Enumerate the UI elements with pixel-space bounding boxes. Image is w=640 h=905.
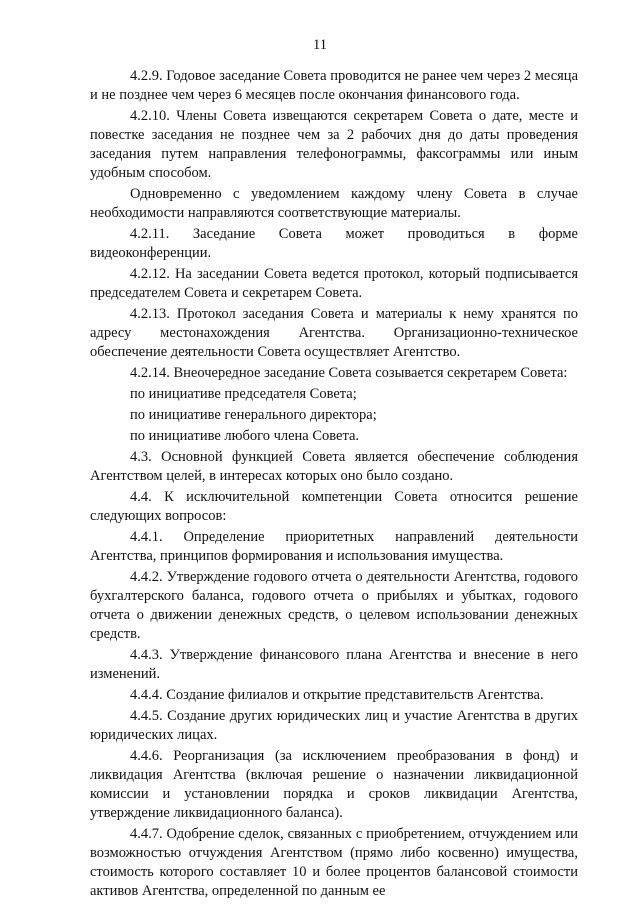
- paragraph-4-4-4: 4.4.4. Создание филиалов и открытие представительств Агентства.: [130, 687, 544, 703]
- list-item-member-initiative: по инициативе любого члена Совета.: [130, 428, 360, 444]
- list-item-chairman-initiative: по инициативе председателя Совета;: [130, 386, 357, 402]
- page-number: 11: [313, 37, 327, 53]
- paragraph-4-4-3: 4.4.3. Утверждение финансового плана Агентства и внесение в него изменений.: [90, 647, 578, 682]
- list-item-director-initiative: по инициативе генерального директора;: [130, 407, 377, 423]
- paragraph-4-2-9: 4.2.9. Годовое заседание Совета проводится не ранее чем через 2 месяца и не позднее чем через 6 месяцев после окончания финансового года.: [90, 68, 578, 103]
- paragraph-4-4-7: 4.4.7. Одобрение сделок, связанных с приобретением, отчуждением или возможностью отчуждения Агентством (прямо либо косвенно) имущества, стоимость которого составляет 10 и более процентов балансовой стоимости активов Агентства, определенной по данным ее: [90, 826, 578, 899]
- paragraph-4-2-14: 4.2.14. Внеочередное заседание Совета созывается секретарем Совета:: [130, 365, 568, 381]
- paragraph-4-2-10: 4.2.10. Члены Совета извещаются секретарем Совета о дате, месте и повестке заседания не позднее чем за 2 рабочих дня до даты проведения заседания путем направления телефонограммы, факсограммы или иным удобным способом.: [90, 108, 578, 181]
- paragraph-4-2-11: 4.2.11. Заседание Совета может проводиться в форме видеоконференции.: [90, 226, 578, 261]
- paragraph-4-4-6: 4.4.6. Реорганизация (за исключением преобразования в фонд) и ликвидация Агентства (включая решение о назначении ликвидационной комиссии и установлении порядка и сроков ликвидации Агентства, утверждение ликвидационного баланса).: [90, 748, 578, 821]
- paragraph-4-4-1: 4.4.1. Определение приоритетных направлений деятельности Агентства, принципов формирования и использования имущества.: [90, 529, 578, 564]
- paragraph-4-2-12: 4.2.12. На заседании Совета ведется протокол, который подписывается председателем Совета и секретарем Совета.: [90, 266, 578, 301]
- paragraph-4-4: 4.4. К исключительной компетенции Совета относится решение следующих вопросов:: [90, 489, 578, 524]
- paragraph-4-4-2: 4.4.2. Утверждение годового отчета о деятельности Агентства, годового бухгалтерского баланса, годового отчета о прибылях и убытках, годового отчета о движении денежных средств, о целевом использовании денежных средств.: [90, 569, 578, 642]
- paragraph-4-2-13: 4.2.13. Протокол заседания Совета и материалы к нему хранятся по адресу местонахождения Агентства. Организационно-техническое обеспечение деятельности Совета осуществляет Агентство.: [90, 306, 578, 360]
- document-body: [90, 67, 578, 903]
- paragraph-4-3: 4.3. Основной функцией Совета является обеспечение соблюдения Агентством целей, в интересах которых оно было создано.: [90, 449, 578, 484]
- paragraph-4-4-5: 4.4.5. Создание других юридических лиц и участие Агентства в других юридических лицах.: [90, 708, 578, 743]
- paragraph-notification-materials: Одновременно с уведомлением каждому члену Совета в случае необходимости направляются соответствующие материалы.: [90, 186, 578, 221]
